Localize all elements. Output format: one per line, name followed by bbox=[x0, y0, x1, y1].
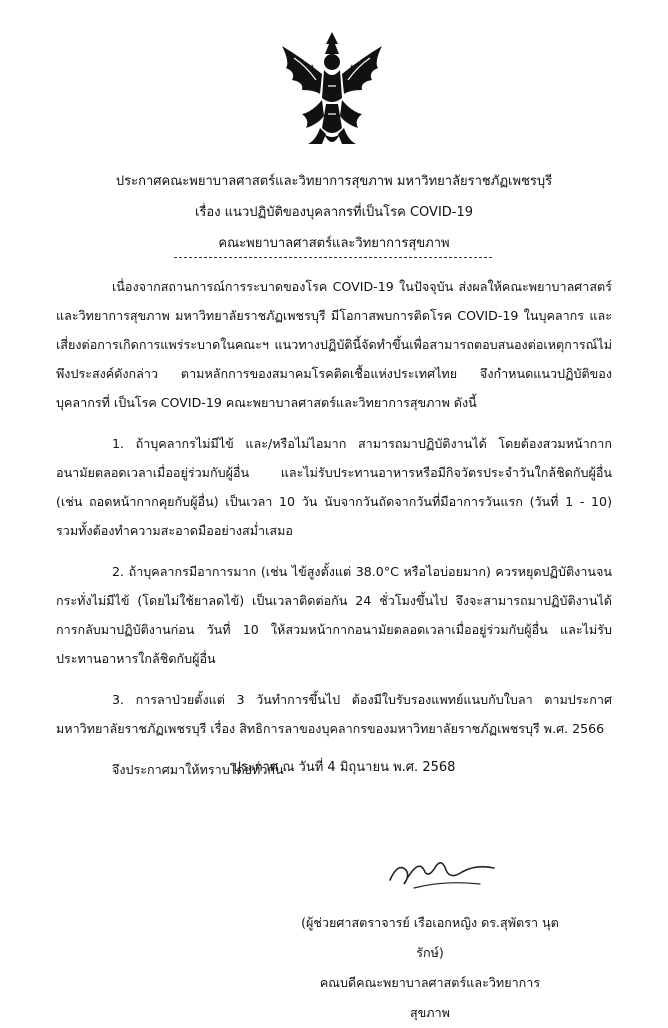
announcement-body bbox=[56, 272, 612, 784]
signer-block bbox=[300, 908, 560, 1028]
closing-paragraph: จึงประกาศมาให้ทราบโดยทั่วกัน bbox=[112, 762, 284, 777]
signature-icon bbox=[384, 840, 504, 900]
header-divider bbox=[174, 257, 492, 258]
signer-position: คณบดีคณะพยาบาลศาสตร์และวิทยาการสุขภาพ bbox=[319, 975, 541, 1020]
announcement-header bbox=[0, 166, 668, 259]
header-faculty: คณะพยาบาลศาสตร์และวิทยาการสุขภาพ bbox=[218, 236, 450, 251]
intro-paragraph: เนื่องจากสถานการณ์การระบาดของโรค COVID-19 ในปัจจุบัน ส่งผลให้คณะพยาบาลศาสตร์และวิทยาการสุขภาพ มหาวิทยาลัยราชภัฏเพชรบุรี มีโอกาสพบการติดโรค COVID-19 ในบุคลากร และเสี่ยงต่อการเกิดการแพร่ระบาดในคณะฯ แนวทางปฏิบัตินี้จัดทำขึ้นเพื่อสามารถตอบสนองต่อเหตุการณ์ไม่พึงประสงค์ดังกล่าว ตามหลักการของสมาคมโรคติดเชื้อแห่งประเทศไทย จึงกำหนดแนวปฏิบัติของบุคลากรที่ เป็นโรค COVID-19 คณะพยาบาลศาสตร์และวิทยาการสุขภาพ ดังนี้ bbox=[56, 279, 612, 410]
item-2-paragraph: 2. ถ้าบุคลากรมีอาการมาก (เช่น ไข้สูงตั้งแต่ 38.0°C หรือไอบ่อยมาก) ควรหยุดปฏิบัติงานจนกระทั่งไม่มีไข้ (โดยไม่ใช้ยาลดไข้) เป็นเวลาติดต่อกัน 24 ชั่วโมงขึ้นไป จึงจะสามารถมาปฏิบัติงานได้ การกลับมาปฏิบัติงานก่อน วันที่ 10 ให้สวมหน้ากากอนามัยตลอดเวลาเมื่ออยู่ร่วมกับผู้อื่น และไม่รับประทานอาหารใกล้ชิดกับผู้อื่น bbox=[56, 564, 612, 666]
signer-name: (ผู้ช่วยศาสตราจารย์ เรือเอกหญิง ดร.สุพัตรา นุตรักษ์) bbox=[301, 915, 559, 960]
announcement-date: ประกาศ ณ วันที่ 4 มิถุนายน พ.ศ. 2568 bbox=[232, 760, 456, 775]
item-3-paragraph: 3. การลาป่วยตั้งแต่ 3 วันทำการขึ้นไป ต้องมีใบรับรองแพทย์แนบกับใบลา ตามประกาศมหาวิทยาลัยราชภัฏเพชรบุรี เรื่อง สิทธิการลาของบุคลากรของมหาวิทยาลัยราชภัฏเพชรบุรี พ.ศ. 2566 bbox=[56, 692, 612, 736]
header-subject: เรื่อง แนวปฏิบัติของบุคลากรที่เป็นโรค COVID-19 bbox=[194, 205, 474, 220]
header-title: ประกาศคณะพยาบาลศาสตร์และวิทยาการสุขภาพ มหาวิทยาลัยราชภัฏเพชรบุรี bbox=[115, 174, 553, 189]
item-1-paragraph: 1. ถ้าบุคลากรไม่มีไข้ และ/หรือไม่ไอมาก สามารถมาปฏิบัติงานได้ โดยต้องสวมหน้ากากอนามัยตลอดเวลาเมื่ออยู่ร่วมกับผู้อื่น และไม่รับประทานอาหารหรือมีกิจวัตรประจำวันใกล้ชิดกับผู้อื่น (เช่น ถอดหน้ากากคุยกับผู้อื่น) เป็นเวลา 10 วัน นับจากวันถัดจากวันที่มีอาการวันแรก (วันที่ 1 - 10) รวมทั้งต้องทำความสะอาดมืออย่างสม่ำเสมอ bbox=[56, 436, 612, 538]
garuda-emblem-icon bbox=[272, 28, 392, 152]
